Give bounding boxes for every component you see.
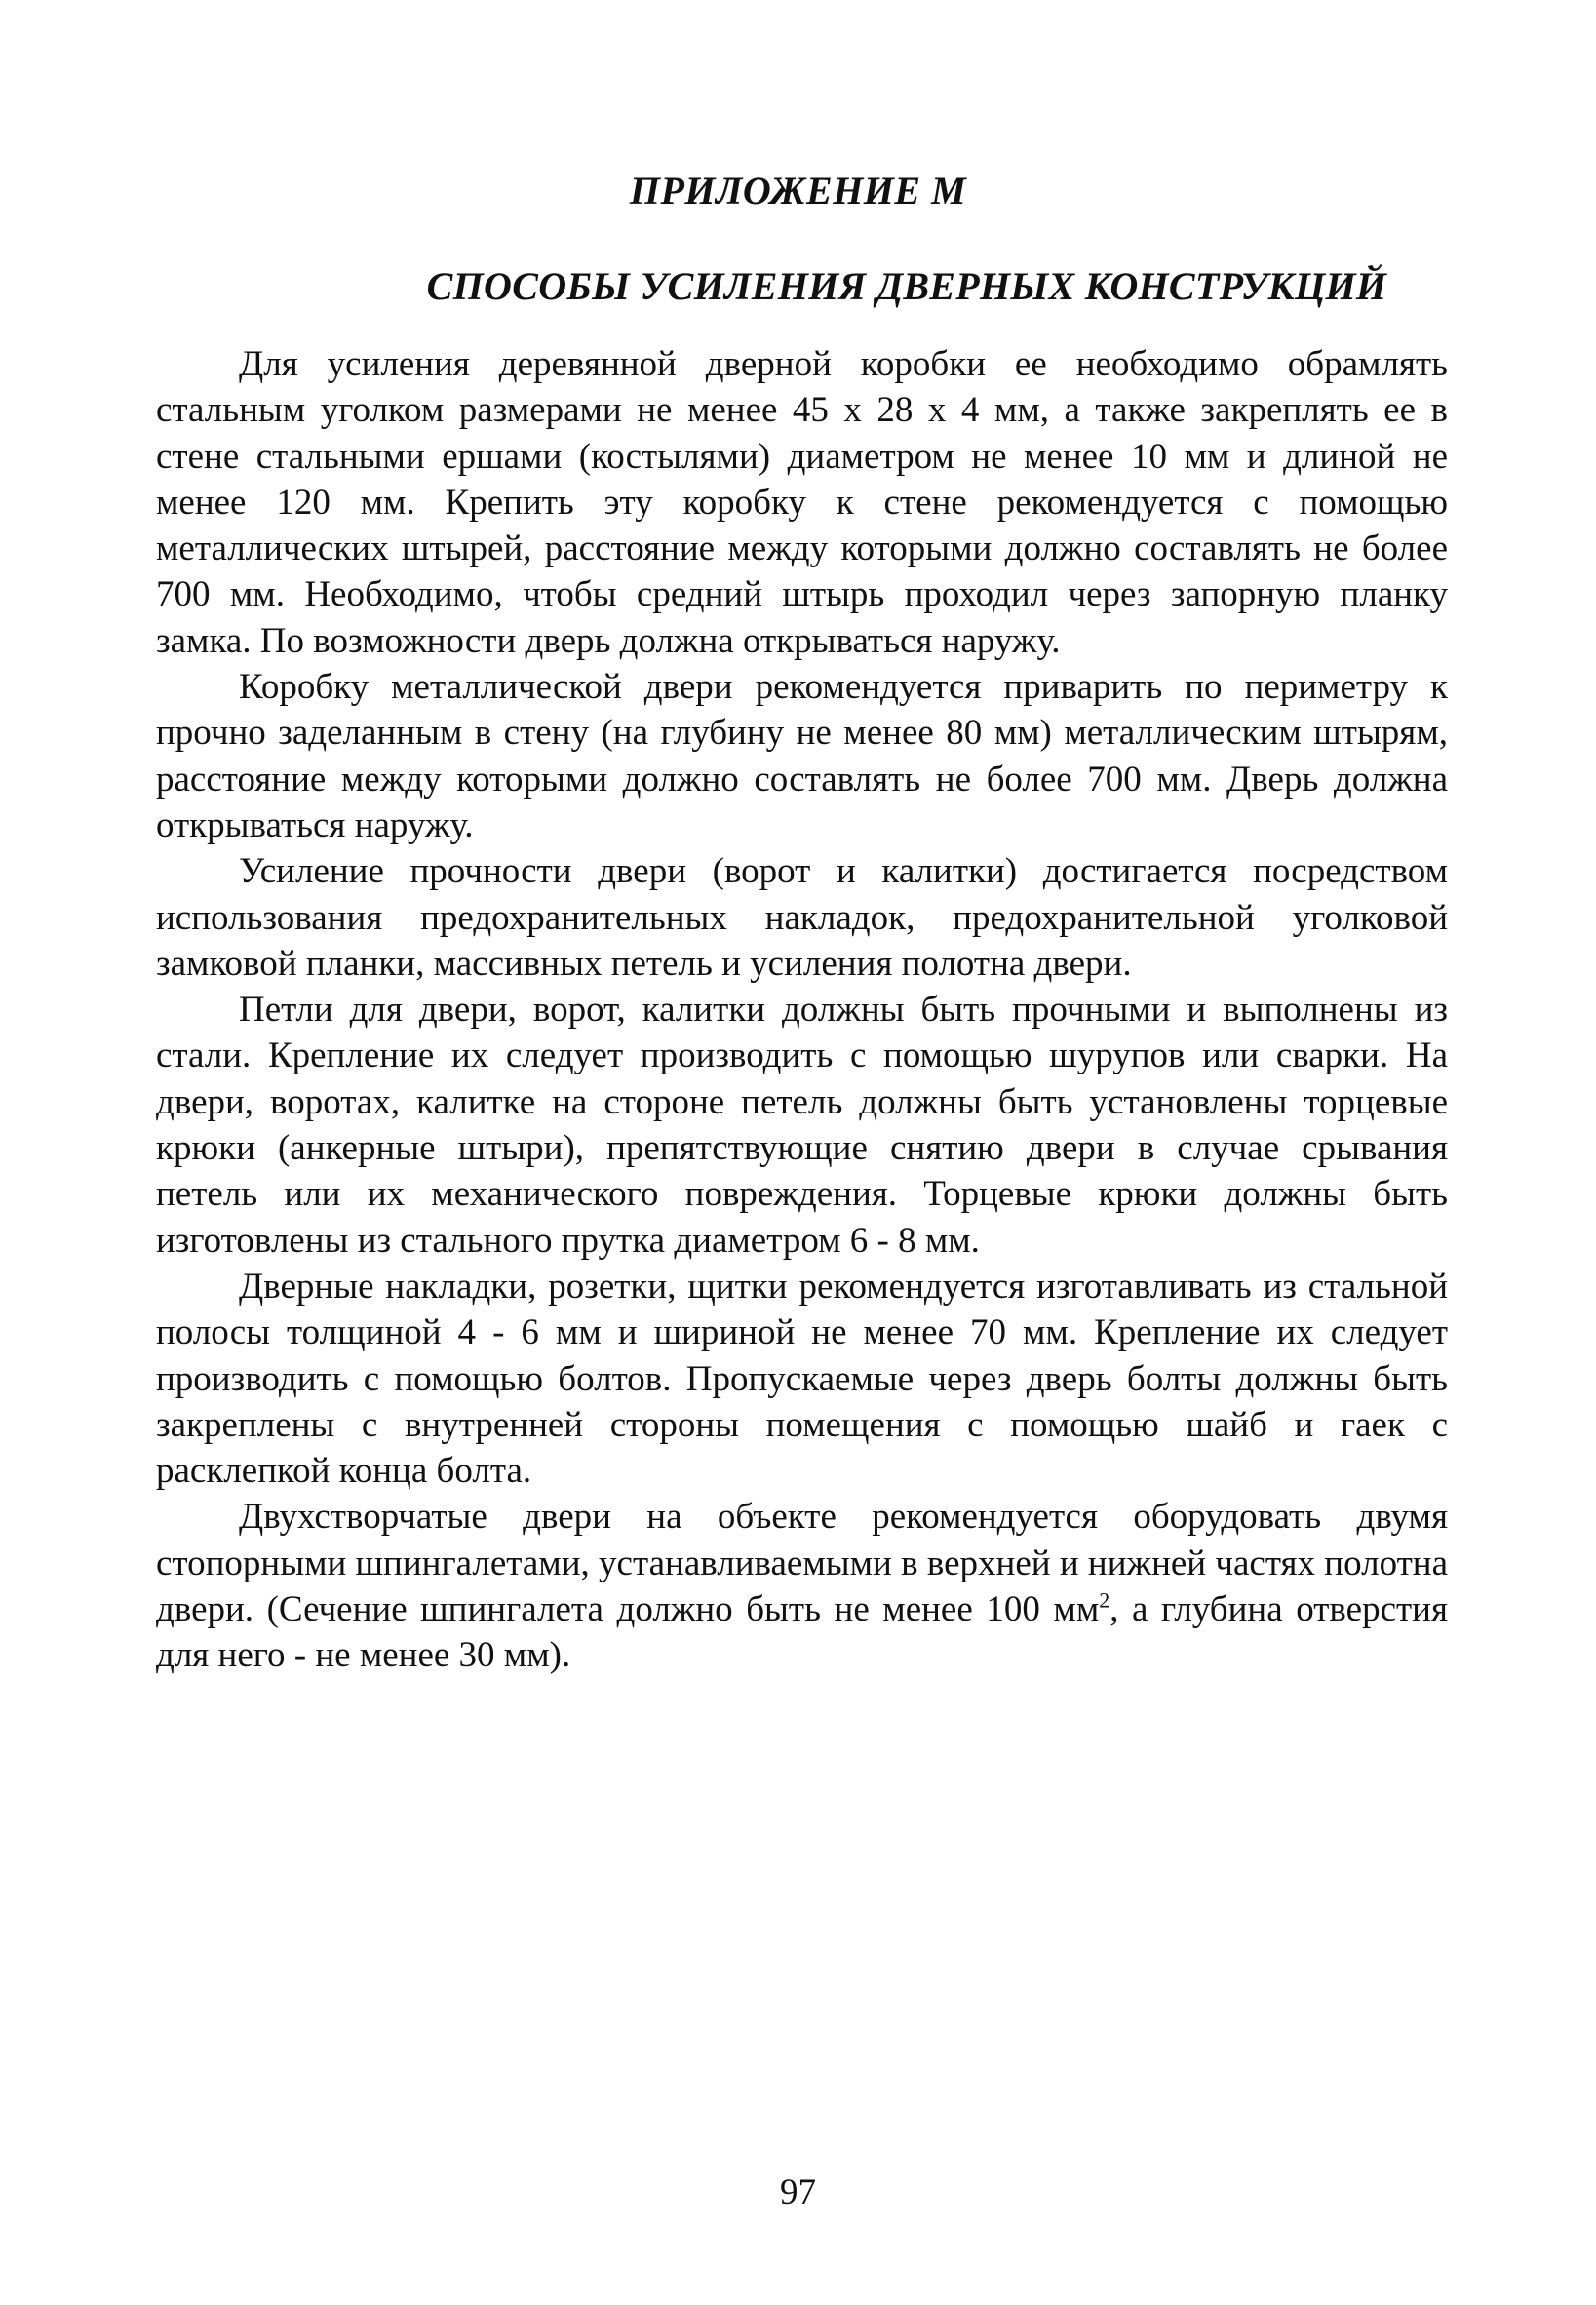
paragraph-4: Петли для двери, ворот, калитки должны быть прочными и выполнены из стали. Крепление их следует производить с помощью шурупов или сварки. На двери, воротах, калитке на стороне петель должны быть установлены торцевые крюки (анкерные штыри), препятствующие снятию двери в случае срывания петель или их механического повреждения. Торцевые крюки должны быть изготовлены из стального прутка диаметром 6 - 8 мм. (156, 990, 1448, 1261)
page-title: СПОСОБЫ УСИЛЕНИЯ ДВЕРНЫХ КОНСТРУКЦИЙ (426, 264, 1387, 308)
paragraph-6-text-start: Двухстворчатые двери на объекте рекомендуется оборудовать двумя стопорными шпингалетами, устанавливаемыми в верхней и нижней частях полотна двери. (Сечение шпингалета должно быть не менее 100 мм (156, 1497, 1448, 1630)
paragraph-3: Усиление прочности двери (ворот и калитки) достигается посредством использования предохранительных накладок, предохранительной уголковой замковой планки, массивных петель и усиления полотна двери. (156, 851, 1448, 984)
paragraph-6 (156, 1494, 1448, 1678)
appendix-label: ПРИЛОЖЕНИЕ М (629, 169, 967, 213)
paragraph-5: Дверные накладки, розетки, щитки рекомендуется изготавливать из стальной полосы толщиной 4 - 6 мм и шириной не менее 70 мм. Крепление их следует производить с помощью болтов. Пропускаемые через дверь болты должны быть закреплены с внутренней стороны помещения с помощью шайб и гаек с расклепкой конца болта. (156, 1266, 1448, 1492)
page-number: 97 (780, 2172, 816, 2212)
superscript-squared: 2 (1099, 1587, 1110, 1613)
body-text (156, 341, 1448, 1679)
paragraph-2: Коробку металлической двери рекомендуется приварить по периметру к прочно заделанным в стену (на глубину не менее 80 мм) металлическим штырям, расстояние между которыми должно составлять не более 700 мм. Дверь должна открываться наружу. (156, 667, 1448, 845)
paragraph-6-text-end: , а глубина отверстия для него - не менее 30 мм). (156, 1589, 1448, 1676)
paragraph-1: Для усиления деревянной дверной коробки ее необходимо обрамлять стальным уголком размерами не менее 45 х 28 х 4 мм, а также закреплять ее в стене стальными ершами (костылями) диаметром не менее 10 мм и длиной не менее 120 мм. Крепить эту коробку к стене рекомендуется с помощью металлических штырей, расстояние между которыми должно составлять не более 700 мм. Необходимо, чтобы средний штырь проходил через запорную планку замка. По возможности дверь должна открываться наружу. (156, 344, 1448, 661)
